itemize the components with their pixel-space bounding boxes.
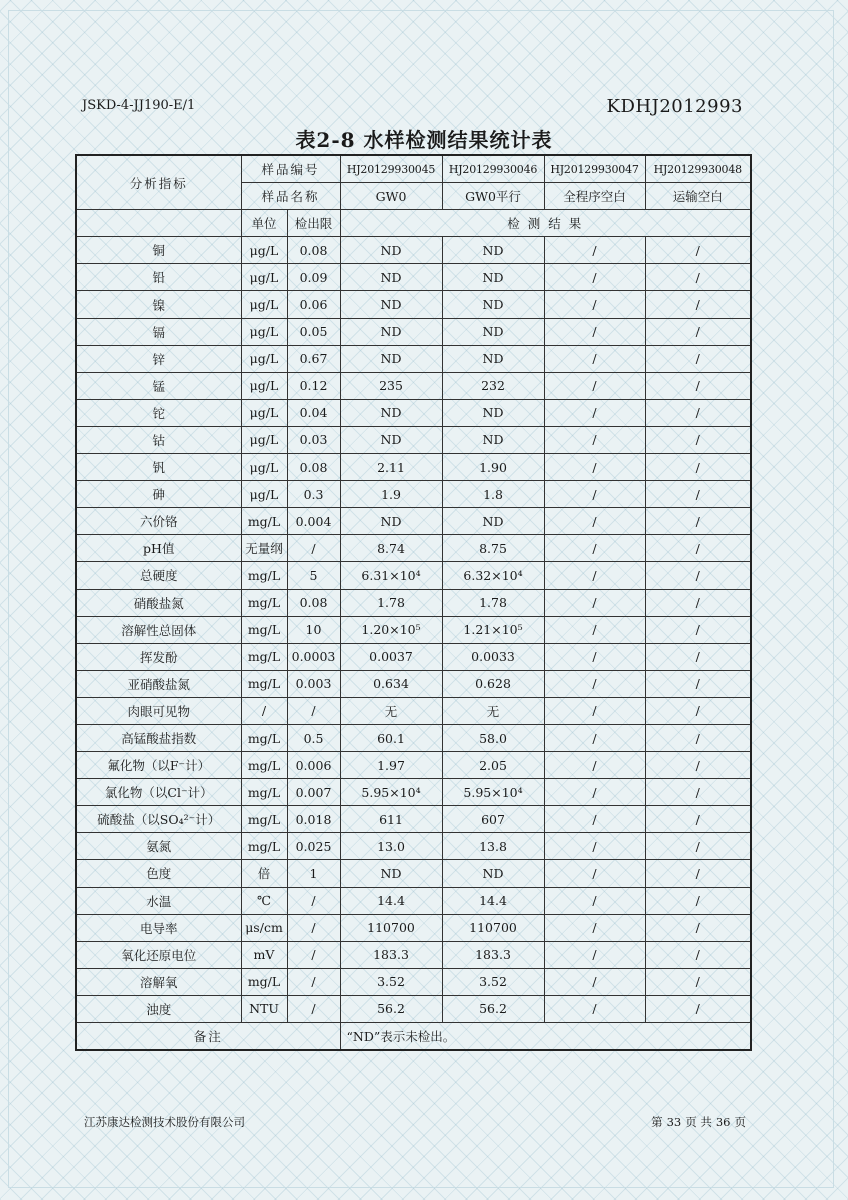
limit-cell: 0.006	[287, 752, 340, 779]
indicator-cell: 肉眼可见物	[76, 697, 241, 724]
indicator-cell: 铜	[76, 237, 241, 264]
result-cell-3: /	[544, 481, 645, 508]
indicator-cell: 溶解性总固体	[76, 616, 241, 643]
table-row	[76, 914, 751, 941]
result-cell-1: 60.1	[340, 724, 442, 751]
sample-no-1: HJ20129930045	[340, 155, 442, 183]
unit-label: 单位	[241, 210, 287, 237]
result-cell-2: ND	[442, 345, 544, 372]
page-prefix: 第	[651, 1115, 663, 1129]
result-cell-2: ND	[442, 860, 544, 887]
sample-no-2: HJ20129930046	[442, 155, 544, 183]
table-row	[76, 806, 751, 833]
indicator-cell: 镉	[76, 318, 241, 345]
unit-cell: 无量纲	[241, 535, 287, 562]
page-total: 36	[715, 1115, 731, 1129]
result-cell-3: /	[544, 399, 645, 426]
unit-cell: μg/L	[241, 426, 287, 453]
unit-cell: mg/L	[241, 752, 287, 779]
result-cell-1: 8.74	[340, 535, 442, 562]
unit-cell: mg/L	[241, 806, 287, 833]
header-row-unit	[76, 210, 751, 237]
limit-cell: /	[287, 941, 340, 968]
table-row	[76, 318, 751, 345]
indicator-cell: 硝酸盐氮	[76, 589, 241, 616]
result-cell-3: /	[544, 264, 645, 291]
table-row	[76, 887, 751, 914]
result-cell-1: 0.0037	[340, 643, 442, 670]
result-cell-4: /	[645, 481, 751, 508]
unit-cell: NTU	[241, 995, 287, 1022]
table-row	[76, 345, 751, 372]
result-cell-2: ND	[442, 399, 544, 426]
page-mid: 页 共	[685, 1115, 712, 1129]
report-number: KDHJ2012993	[606, 96, 743, 117]
result-cell-2: 6.32×10⁴	[442, 562, 544, 589]
result-cell-4: /	[645, 914, 751, 941]
result-cell-2: 3.52	[442, 968, 544, 995]
indicator-cell: 铅	[76, 264, 241, 291]
analysis-indicator-header: 分析指标	[76, 155, 241, 210]
result-cell-1: 无	[340, 697, 442, 724]
table-row	[76, 616, 751, 643]
indicator-cell: 氨氮	[76, 833, 241, 860]
limit-cell: 0.3	[287, 481, 340, 508]
result-cell-2: 232	[442, 372, 544, 399]
result-cell-1: 1.97	[340, 752, 442, 779]
unit-cell: μg/L	[241, 481, 287, 508]
sample-no-label: 样品编号	[241, 155, 340, 183]
result-cell-1: ND	[340, 426, 442, 453]
remark-label: 备注	[76, 1023, 340, 1051]
indicator-cell: 锰	[76, 372, 241, 399]
result-cell-4: /	[645, 508, 751, 535]
table-row	[76, 995, 751, 1022]
result-cell-3: /	[544, 779, 645, 806]
indicator-cell: 挥发酚	[76, 643, 241, 670]
result-cell-3: /	[544, 860, 645, 887]
result-cell-2: ND	[442, 237, 544, 264]
result-cell-2: 8.75	[442, 535, 544, 562]
table-row	[76, 454, 751, 481]
limit-cell: 0.007	[287, 779, 340, 806]
result-cell-2: 5.95×10⁴	[442, 779, 544, 806]
unit-cell: μg/L	[241, 264, 287, 291]
unit-cell: mg/L	[241, 833, 287, 860]
unit-cell: μg/L	[241, 372, 287, 399]
result-cell-4: /	[645, 968, 751, 995]
limit-cell: 0.003	[287, 670, 340, 697]
sample-name-3: 全程序空白	[544, 183, 645, 210]
result-cell-1: ND	[340, 860, 442, 887]
result-cell-2: ND	[442, 291, 544, 318]
limit-cell: 0.05	[287, 318, 340, 345]
result-cell-4: /	[645, 291, 751, 318]
result-cell-1: 5.95×10⁴	[340, 779, 442, 806]
result-cell-2: ND	[442, 426, 544, 453]
result-cell-2: 0.628	[442, 670, 544, 697]
result-cell-4: /	[645, 454, 751, 481]
indicator-cell: 砷	[76, 481, 241, 508]
indicator-cell: 硫酸盐（以SO₄²⁻计）	[76, 806, 241, 833]
unit-cell: mg/L	[241, 779, 287, 806]
result-cell-4: /	[645, 643, 751, 670]
limit-cell: 1	[287, 860, 340, 887]
results-table	[75, 154, 752, 1051]
table-row	[76, 860, 751, 887]
result-cell-4: /	[645, 806, 751, 833]
unit-cell: mg/L	[241, 616, 287, 643]
result-cell-4: /	[645, 535, 751, 562]
result-cell-1: ND	[340, 345, 442, 372]
limit-cell: 0.03	[287, 426, 340, 453]
table-row	[76, 481, 751, 508]
indicator-cell: 锌	[76, 345, 241, 372]
result-cell-4: /	[645, 860, 751, 887]
result-cell-4: /	[645, 752, 751, 779]
indicator-cell: 电导率	[76, 914, 241, 941]
result-cell-1: 56.2	[340, 995, 442, 1022]
unit-cell: ℃	[241, 887, 287, 914]
result-cell-2: 14.4	[442, 887, 544, 914]
result-cell-2: 56.2	[442, 995, 544, 1022]
limit-cell: 5	[287, 562, 340, 589]
result-cell-3: /	[544, 697, 645, 724]
limit-cell: 0.06	[287, 291, 340, 318]
result-cell-2: ND	[442, 264, 544, 291]
result-cell-2: 1.78	[442, 589, 544, 616]
unit-cell: μg/L	[241, 237, 287, 264]
result-cell-1: ND	[340, 508, 442, 535]
limit-cell: /	[287, 914, 340, 941]
result-cell-1: 3.52	[340, 968, 442, 995]
unit-cell: μg/L	[241, 345, 287, 372]
limit-cell: /	[287, 535, 340, 562]
unit-cell: mg/L	[241, 508, 287, 535]
result-cell-2: 0.0033	[442, 643, 544, 670]
result-cell-3: /	[544, 426, 645, 453]
unit-cell: μs/cm	[241, 914, 287, 941]
result-cell-3: /	[544, 589, 645, 616]
unit-cell: μg/L	[241, 291, 287, 318]
indicator-cell: 铊	[76, 399, 241, 426]
limit-cell: 0.018	[287, 806, 340, 833]
table-title: 表2-8 水样检测结果统计表	[295, 128, 553, 152]
indicator-cell: 浊度	[76, 995, 241, 1022]
remark-row	[76, 1023, 751, 1051]
result-cell-4: /	[645, 426, 751, 453]
indicator-cell: 总硬度	[76, 562, 241, 589]
limit-cell: 10	[287, 616, 340, 643]
indicator-cell: 溶解氧	[76, 968, 241, 995]
result-cell-2: ND	[442, 508, 544, 535]
indicator-cell: 六价铬	[76, 508, 241, 535]
result-cell-3: /	[544, 318, 645, 345]
indicator-cell: 水温	[76, 887, 241, 914]
result-cell-4: /	[645, 589, 751, 616]
unit-cell: μg/L	[241, 454, 287, 481]
result-cell-3: /	[544, 887, 645, 914]
result-cell-1: 235	[340, 372, 442, 399]
table-row	[76, 535, 751, 562]
table-row	[76, 833, 751, 860]
limit-cell: 0.67	[287, 345, 340, 372]
table-row	[76, 670, 751, 697]
result-cell-3: /	[544, 752, 645, 779]
result-cell-1: ND	[340, 291, 442, 318]
result-cell-4: /	[645, 995, 751, 1022]
indicator-cell: 氟化物（以F⁻计）	[76, 752, 241, 779]
header-empty-cell	[76, 210, 241, 237]
result-cell-2: 1.8	[442, 481, 544, 508]
limit-cell: 0.5	[287, 724, 340, 751]
result-cell-4: /	[645, 264, 751, 291]
unit-cell: mg/L	[241, 724, 287, 751]
indicator-cell: pH值	[76, 535, 241, 562]
sample-name-1: GW0	[340, 183, 442, 210]
unit-cell: mV	[241, 941, 287, 968]
table-row	[76, 399, 751, 426]
limit-cell: 0.04	[287, 399, 340, 426]
result-cell-2: 1.90	[442, 454, 544, 481]
unit-cell: mg/L	[241, 562, 287, 589]
result-cell-3: /	[544, 616, 645, 643]
page-current: 33	[666, 1115, 682, 1129]
result-cell-3: /	[544, 562, 645, 589]
result-cell-1: 1.78	[340, 589, 442, 616]
results-label: 检 测 结 果	[340, 210, 751, 237]
result-cell-4: /	[645, 887, 751, 914]
result-cell-1: 611	[340, 806, 442, 833]
result-cell-4: /	[645, 318, 751, 345]
table-row	[76, 779, 751, 806]
table-row	[76, 941, 751, 968]
indicator-cell: 氧化还原电位	[76, 941, 241, 968]
sample-name-2: GW0平行	[442, 183, 544, 210]
result-cell-3: /	[544, 643, 645, 670]
result-cell-4: /	[645, 724, 751, 751]
sample-name-4: 运输空白	[645, 183, 751, 210]
result-cell-3: /	[544, 914, 645, 941]
result-cell-4: /	[645, 345, 751, 372]
indicator-cell: 亚硝酸盐氮	[76, 670, 241, 697]
table-row	[76, 291, 751, 318]
limit-cell: /	[287, 887, 340, 914]
sample-no-3: HJ20129930047	[544, 155, 645, 183]
result-cell-4: /	[645, 941, 751, 968]
indicator-cell: 高锰酸盐指数	[76, 724, 241, 751]
result-cell-4: /	[645, 670, 751, 697]
result-cell-4: /	[645, 616, 751, 643]
result-cell-1: 0.634	[340, 670, 442, 697]
result-cell-2: 1.21×10⁵	[442, 616, 544, 643]
result-cell-1: 183.3	[340, 941, 442, 968]
result-cell-3: /	[544, 454, 645, 481]
indicator-cell: 镍	[76, 291, 241, 318]
unit-cell: mg/L	[241, 643, 287, 670]
result-cell-4: /	[645, 237, 751, 264]
unit-cell: /	[241, 697, 287, 724]
result-cell-2: 183.3	[442, 941, 544, 968]
limit-cell: 0.025	[287, 833, 340, 860]
result-cell-2: 2.05	[442, 752, 544, 779]
result-cell-2: 无	[442, 697, 544, 724]
result-cell-1: ND	[340, 237, 442, 264]
limit-cell: 0.12	[287, 372, 340, 399]
unit-cell: mg/L	[241, 968, 287, 995]
indicator-cell: 钴	[76, 426, 241, 453]
table-row	[76, 426, 751, 453]
result-cell-3: /	[544, 345, 645, 372]
table-row	[76, 589, 751, 616]
table-row	[76, 697, 751, 724]
result-cell-2: 110700	[442, 914, 544, 941]
result-cell-1: 6.31×10⁴	[340, 562, 442, 589]
result-cell-1: ND	[340, 399, 442, 426]
result-cell-2: 13.8	[442, 833, 544, 860]
indicator-cell: 色度	[76, 860, 241, 887]
result-cell-1: 1.9	[340, 481, 442, 508]
header-row-sample-no	[76, 155, 751, 183]
unit-cell: mg/L	[241, 670, 287, 697]
detection-limit-label: 检出限	[287, 210, 340, 237]
result-cell-4: /	[645, 372, 751, 399]
unit-cell: 倍	[241, 860, 287, 887]
limit-cell: 0.004	[287, 508, 340, 535]
result-cell-4: /	[645, 833, 751, 860]
indicator-cell: 钒	[76, 454, 241, 481]
result-cell-3: /	[544, 237, 645, 264]
indicator-cell: 氯化物（以Cl⁻计）	[76, 779, 241, 806]
result-cell-1: 14.4	[340, 887, 442, 914]
result-cell-2: 58.0	[442, 724, 544, 751]
table-row	[76, 372, 751, 399]
limit-cell: 0.0003	[287, 643, 340, 670]
remark-value: “ND”表示未检出。	[340, 1023, 751, 1051]
result-cell-3: /	[544, 995, 645, 1022]
limit-cell: 0.09	[287, 264, 340, 291]
result-cell-3: /	[544, 806, 645, 833]
table-row	[76, 724, 751, 751]
table-row	[76, 264, 751, 291]
result-cell-1: ND	[340, 318, 442, 345]
limit-cell: 0.08	[287, 237, 340, 264]
limit-cell: /	[287, 697, 340, 724]
result-cell-3: /	[544, 670, 645, 697]
result-cell-1: ND	[340, 264, 442, 291]
table-row	[76, 237, 751, 264]
result-cell-4: /	[645, 399, 751, 426]
result-cell-3: /	[544, 724, 645, 751]
result-cell-1: 13.0	[340, 833, 442, 860]
result-cell-4: /	[645, 697, 751, 724]
unit-cell: mg/L	[241, 589, 287, 616]
table-row	[76, 508, 751, 535]
result-cell-2: 607	[442, 806, 544, 833]
result-cell-3: /	[544, 372, 645, 399]
result-cell-2: ND	[442, 318, 544, 345]
result-cell-3: /	[544, 968, 645, 995]
unit-cell: μg/L	[241, 399, 287, 426]
table-row	[76, 968, 751, 995]
result-cell-3: /	[544, 833, 645, 860]
result-cell-1: 110700	[340, 914, 442, 941]
result-cell-3: /	[544, 508, 645, 535]
result-cell-3: /	[544, 535, 645, 562]
result-cell-4: /	[645, 562, 751, 589]
result-cell-4: /	[645, 779, 751, 806]
result-cell-3: /	[544, 291, 645, 318]
page-suffix: 页	[734, 1115, 746, 1129]
sample-name-label: 样品名称	[241, 183, 340, 210]
sample-no-4: HJ20129930048	[645, 155, 751, 183]
table-row	[76, 562, 751, 589]
table-row	[76, 643, 751, 670]
result-cell-1: 1.20×10⁵	[340, 616, 442, 643]
page-number	[649, 1114, 748, 1130]
result-cell-1: 2.11	[340, 454, 442, 481]
unit-cell: μg/L	[241, 318, 287, 345]
table-row	[76, 752, 751, 779]
document-code: JSKD-4-JJ190-E/1	[82, 98, 196, 113]
limit-cell: /	[287, 968, 340, 995]
limit-cell: 0.08	[287, 589, 340, 616]
result-cell-3: /	[544, 941, 645, 968]
company-name: 江苏康达检测技术股份有限公司	[84, 1115, 245, 1129]
limit-cell: /	[287, 995, 340, 1022]
limit-cell: 0.08	[287, 454, 340, 481]
